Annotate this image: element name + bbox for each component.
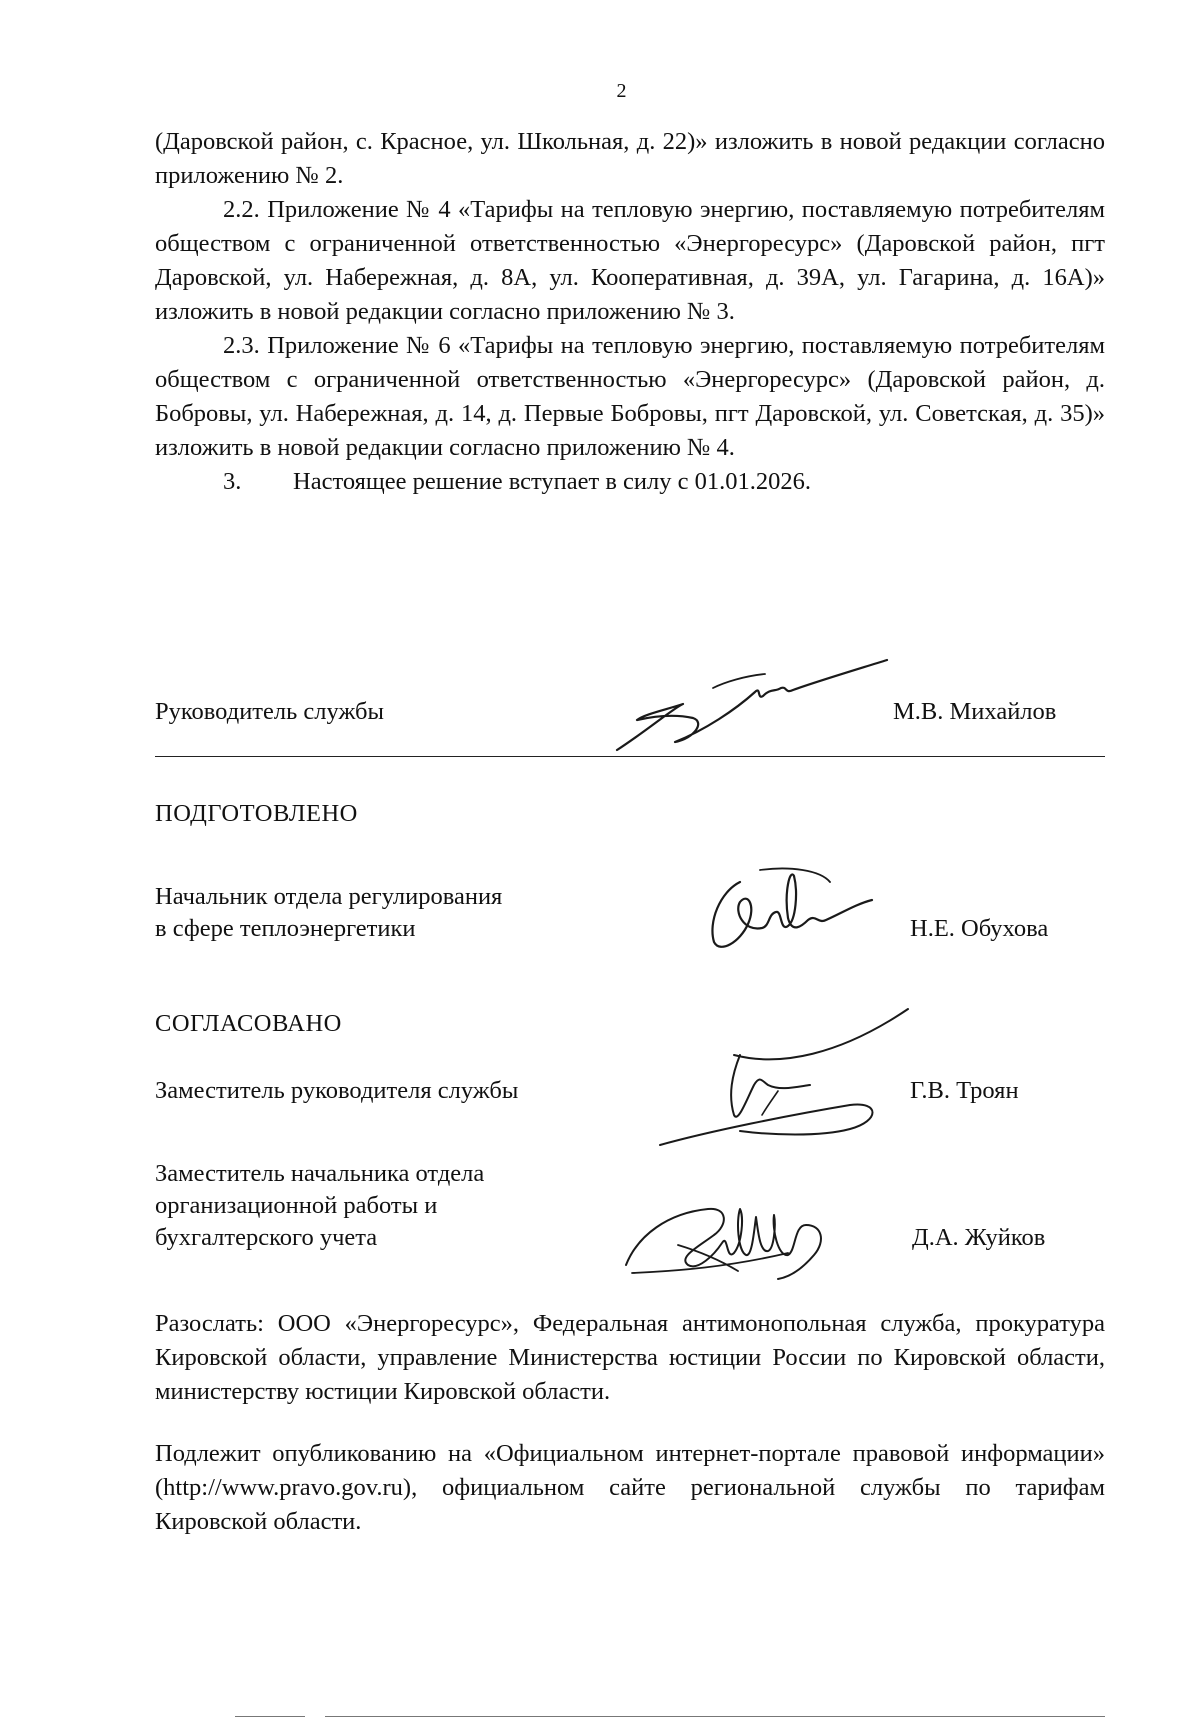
distribution-list: Разослать: ООО «Энергоресурс», Федеральная антимонопольная служба, прокуратура Кировской области, управление Министерства юстиции России по Кировской области, министерству юстиции Кировской области. [155,1310,1105,1405]
signature-divider [155,756,1105,757]
deputy-head-name: Г.В. Троян [910,1077,1019,1104]
paragraph-3 [155,465,1105,499]
paragraph-3-text: Настоящее решение вступает в силу с 01.01.2026. [293,468,811,495]
page-number: 2 [616,80,627,102]
footer-rule-left [235,1716,305,1717]
agreed-heading: СОГЛАСОВАНО [155,1010,342,1037]
prepared-position-line2: в сфере теплоэнергетики [155,915,416,942]
decision-body [155,125,1105,499]
head-position: Руководитель службы [155,698,384,725]
paragraph-continuation: (Даровской район, с. Красное, ул. Школьная, д. 22)» изложить в новой редакции согласно приложению № 2. [155,128,1105,189]
footer-rule-right [325,1716,1105,1717]
paragraph-2-3: 2.3. Приложение № 6 «Тарифы на тепловую энергию, поставляемую потребителям обществом с ограниченной ответственностью «Энергоресурс» (Даровской район, д. Бобровы, ул. Набережная, д. 14, д. Первые Бобровы, пгт Даровской, ул. Советская, д. 35)» изложить в новой редакции согласно приложению № 4. [155,332,1105,461]
publication-note: Подлежит опубликованию на «Официальном интернет-портале правовой информации» (http://www.pravo.gov.ru), официальном сайте региональной службы по тарифам Кировской области. [155,1440,1105,1535]
prepared-name: Н.Е. Обухова [910,915,1049,942]
head-signature-image [605,652,895,772]
deputy-head-position: Заместитель руководителя службы [155,1077,519,1104]
head-name: М.В. Михайлов [893,698,1057,725]
paragraph-2-2: 2.2. Приложение № 4 «Тарифы на тепловую энергию, поставляемую потребителям обществом с ограниченной ответственностью «Энергоресурс» (Даровской район, пгт Даровской, ул. Набережная, д. 8А, ул. Кооперативная, д. 39А, ул. Гагарина, д. 16А)» изложить в новой редакции согласно приложению № 3. [155,196,1105,325]
deputy-chief-position-line1: Заместитель начальника отдела [155,1160,485,1187]
deputy-chief-position-line2: организационной работы и [155,1192,438,1219]
deputy-chief-signature-image [618,1195,848,1295]
deputy-chief-name: Д.А. Жуйков [912,1224,1046,1251]
prepared-position-line1: Начальник отдела регулирования [155,883,503,910]
deputy-chief-position-line3: бухгалтерского учета [155,1224,378,1251]
prepared-heading: ПОДГОТОВЛЕНО [155,800,358,827]
paragraph-3-number: 3. [223,468,242,495]
deputy-head-signature-image [650,1005,920,1165]
prepared-signature-image [700,862,880,967]
